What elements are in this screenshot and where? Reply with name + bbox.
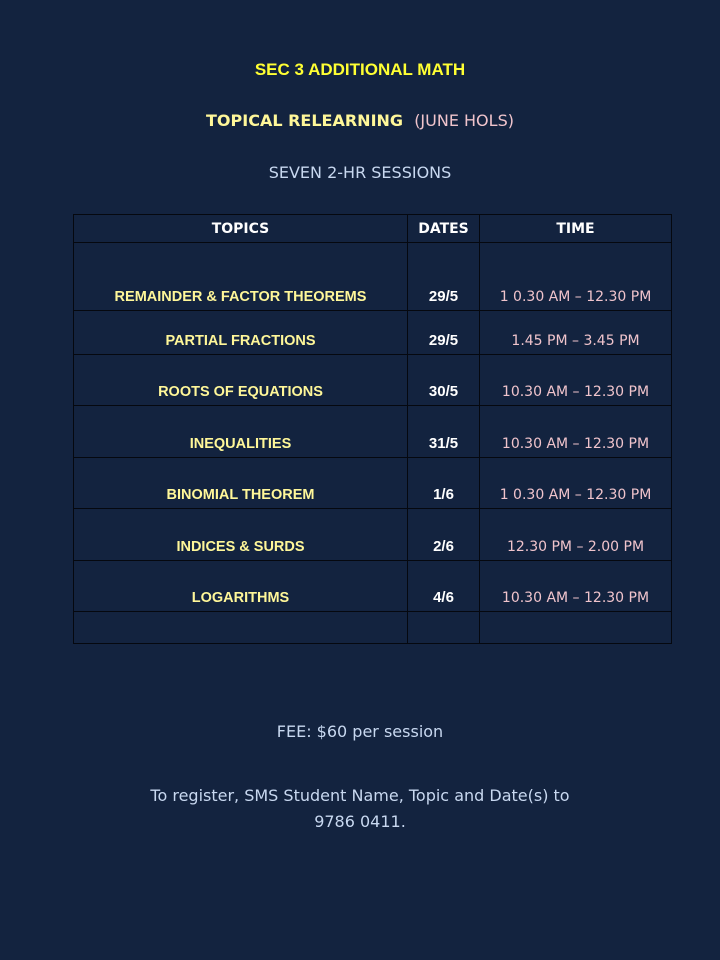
- subtitle-paren: (JUNE HOLS): [414, 111, 514, 130]
- empty-cell: [74, 612, 408, 644]
- time-cell: 10.30 AM – 12.30 PM: [480, 406, 672, 458]
- header-dates: DATES: [408, 215, 480, 243]
- date-cell: 29/5: [408, 243, 480, 311]
- date-cell: 4/6: [408, 561, 480, 612]
- topic-cell: ROOTS OF EQUATIONS: [74, 355, 408, 406]
- time-cell: 1.45 PM – 3.45 PM: [480, 311, 672, 355]
- date-cell: 1/6: [408, 458, 480, 509]
- subtitle-main: TOPICAL RELEARNING: [206, 111, 404, 130]
- table-row: [74, 406, 672, 458]
- time-cell: 10.30 AM – 12.30 PM: [480, 561, 672, 612]
- topic-cell: PARTIAL FRACTIONS: [74, 311, 408, 355]
- table-row: [74, 561, 672, 612]
- sessions-line: SEVEN 2-HR SESSIONS: [268, 163, 452, 182]
- topic-cell: LOGARITHMS: [74, 561, 408, 612]
- schedule-table: [73, 214, 672, 644]
- table-row: [74, 355, 672, 406]
- time-cell: 1 0.30 AM – 12.30 PM: [480, 458, 672, 509]
- header-time: TIME: [480, 215, 672, 243]
- register-info: [110, 783, 610, 835]
- page-title: SEC 3 ADDITIONAL MATH: [254, 60, 466, 79]
- date-cell: 30/5: [408, 355, 480, 406]
- date-cell: 29/5: [408, 311, 480, 355]
- topic-cell: INDICES & SURDS: [74, 509, 408, 561]
- table-header-row: [74, 215, 672, 243]
- topic-cell: INEQUALITIES: [74, 406, 408, 458]
- date-cell: 2/6: [408, 509, 480, 561]
- table-row: [74, 509, 672, 561]
- time-cell: 10.30 AM – 12.30 PM: [480, 355, 672, 406]
- topic-cell: REMAINDER & FACTOR THEOREMS: [74, 243, 408, 311]
- date-cell: 31/5: [408, 406, 480, 458]
- register-line-1: To register, SMS Student Name, Topic and Date(s) to: [150, 786, 570, 805]
- table-row: [74, 458, 672, 509]
- header-topics: TOPICS: [74, 215, 408, 243]
- table-row: [74, 243, 672, 311]
- empty-cell: [480, 612, 672, 644]
- register-line-2: 9786 0411.: [314, 812, 406, 831]
- subtitle: [0, 111, 720, 130]
- table-row: [74, 311, 672, 355]
- fee-line: FEE: $60 per session: [276, 722, 444, 741]
- time-cell: 12.30 PM – 2.00 PM: [480, 509, 672, 561]
- time-cell: 1 0.30 AM – 12.30 PM: [480, 243, 672, 311]
- topic-cell: BINOMIAL THEOREM: [74, 458, 408, 509]
- empty-cell: [408, 612, 480, 644]
- table-row-empty: [74, 612, 672, 644]
